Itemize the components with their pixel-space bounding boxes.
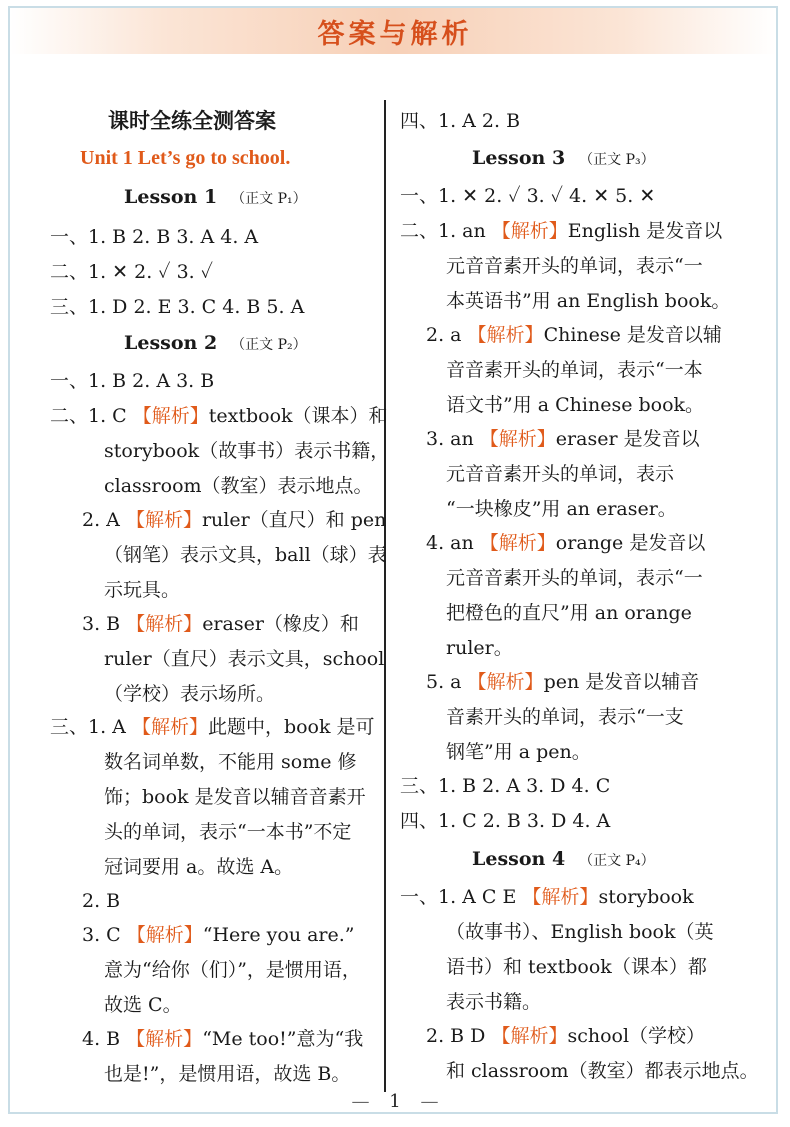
analysis-tag: 【解析】 — [467, 324, 544, 346]
lesson-4-heading — [472, 846, 655, 874]
answer-number: 三、1. A — [50, 716, 132, 738]
column-divider — [384, 100, 386, 1092]
analysis-text: eraser（橡皮）和 — [202, 613, 359, 635]
analysis-tag: 【解析】 — [479, 532, 556, 554]
answer-number: 二、1. C — [50, 405, 133, 427]
analysis-text: pen 是发音以辅音 — [543, 671, 700, 693]
answer-line: （学校）表示场所。 — [104, 683, 276, 705]
answer-number: 2. B D — [426, 1025, 492, 1047]
analysis-tag: 【解析】 — [132, 405, 209, 427]
analysis-text: textbook（课本）和 — [208, 405, 388, 427]
answer-line: ruler。 — [446, 637, 513, 659]
analysis-text: eraser 是发音以 — [555, 428, 700, 450]
answer-number: 5. a — [426, 671, 468, 693]
answer-number: 二、1. an — [400, 220, 492, 242]
analysis-text: “Here you are.” — [202, 924, 355, 946]
analysis-text: orange 是发音以 — [555, 532, 706, 554]
analysis-text: “Me too!”意为“我 — [202, 1028, 364, 1050]
answer-line — [426, 1023, 705, 1049]
analysis-text: English 是发音以 — [567, 220, 723, 242]
answer-line: 四、1. C 2. B 3. D 4. A — [400, 810, 611, 832]
answer-line: 冠词要用 a。故选 A。 — [104, 856, 294, 878]
analysis-text: storybook — [598, 886, 694, 908]
answer-line: 2. B — [82, 890, 121, 912]
answer-line: 示玩具。 — [104, 579, 181, 601]
answer-line — [50, 714, 375, 740]
answer-number: 2. A — [82, 509, 126, 531]
answer-line: （钢笔）表示文具，ball（球）表 — [104, 544, 387, 566]
lesson-3-title: Lesson 3 — [472, 147, 566, 169]
answer-line: ruler（直尺）表示文具，school — [104, 648, 385, 670]
answer-number: 一、1. A C E — [400, 886, 523, 908]
answer-line: 语书）和 textbook（课本）都 — [446, 956, 707, 978]
answer-line: 三、1. D 2. E 3. C 4. B 5. A — [50, 296, 305, 318]
analysis-tag: 【解析】 — [491, 1025, 568, 1047]
answer-line: 头的单词，表示“一本书”不定 — [104, 821, 352, 843]
answer-line: 一、1. ✕ 2. ✓ 3. ✓ 4. ✕ 5. ✕ — [400, 185, 656, 207]
answer-line — [82, 611, 359, 637]
answer-line: 音音素开头的单词，表示“一本 — [446, 359, 703, 381]
answer-line: 本英语书”用 an English book。 — [446, 290, 731, 312]
analysis-tag: 【解析】 — [131, 716, 208, 738]
answer-line — [400, 884, 694, 910]
lesson-1-title: Lesson 1 — [124, 186, 218, 208]
analysis-text: ruler（直尺）和 pen — [201, 509, 387, 531]
answer-line: 二、1. ✕ 2. ✓ 3. ✓ — [50, 261, 214, 283]
analysis-tag: 【解析】 — [467, 671, 544, 693]
analysis-text: Chinese 是发音以辅 — [543, 324, 722, 346]
lesson-1-ref: （正文 P₁） — [231, 191, 307, 207]
answer-line — [82, 1026, 363, 1052]
answer-line — [426, 530, 705, 556]
answer-line: 语文书”用 a Chinese book。 — [446, 394, 705, 416]
answer-number: 4. an — [426, 532, 480, 554]
analysis-tag: 【解析】 — [522, 886, 599, 908]
lesson-1-heading — [124, 184, 307, 212]
answer-line — [50, 403, 388, 429]
answer-line: 也是!”，是惯用语，故选 B。 — [104, 1063, 351, 1085]
lesson-4-ref: （正文 P₄） — [579, 853, 655, 869]
answer-line — [82, 922, 355, 948]
answer-line: “一块橡皮”用 an eraser。 — [446, 498, 677, 520]
answer-line: storybook（故事书）表示书籍， — [104, 440, 390, 462]
footer-dash-right: — — [420, 1091, 439, 1112]
page-number: 1 — [389, 1091, 401, 1112]
answer-line: 数名词单数，不能用 some 修 — [104, 751, 357, 773]
lesson-2-heading — [124, 330, 307, 358]
unit-title: Unit 1 Let’s go to school. — [80, 147, 291, 169]
lesson-2-ref: （正文 P₂） — [231, 337, 307, 353]
answer-line: 意为“给你（们）”，是惯用语， — [104, 959, 361, 981]
answer-line: 元音音素开头的单词，表示 — [446, 463, 675, 485]
answer-line: 一、1. B 2. A 3. B — [50, 370, 215, 392]
answer-line: 表示书籍。 — [446, 991, 542, 1013]
answer-number: 3. an — [426, 428, 480, 450]
answer-line: 钢笔”用 a pen。 — [446, 741, 591, 763]
analysis-tag: 【解析】 — [126, 613, 203, 635]
analysis-text: 此题中，book 是可 — [207, 716, 375, 738]
analysis-tag: 【解析】 — [126, 924, 203, 946]
answer-line: 三、1. B 2. A 3. D 4. C — [400, 775, 611, 797]
lesson-3-ref: （正文 P₃） — [579, 152, 655, 168]
answer-line: 元音音素开头的单词，表示“一 — [446, 567, 703, 589]
answer-number: 2. a — [426, 324, 468, 346]
answer-line: 饰；book 是发音以辅音音素开 — [104, 786, 366, 808]
section-title: 课时全练全测答案 — [108, 108, 276, 133]
answer-line — [426, 426, 700, 452]
answer-line — [400, 218, 722, 244]
lesson-3-heading — [472, 145, 655, 173]
answer-line: 音素开头的单词，表示“一支 — [446, 706, 684, 728]
answer-line: 把橙色的直尺”用 an orange — [446, 602, 692, 624]
lesson-2-title: Lesson 2 — [124, 332, 218, 354]
answer-number: 3. C — [82, 924, 127, 946]
answer-line — [426, 322, 722, 348]
answer-number: 3. B — [82, 613, 127, 635]
answer-line: 四、1. A 2. B — [400, 110, 521, 132]
footer-dash-left: — — [351, 1091, 370, 1112]
analysis-tag: 【解析】 — [125, 509, 202, 531]
analysis-tag: 【解析】 — [479, 428, 556, 450]
analysis-text: school（学校） — [567, 1025, 706, 1047]
answer-line: 元音音素开头的单词，表示“一 — [446, 255, 703, 277]
analysis-tag: 【解析】 — [126, 1028, 203, 1050]
page-number-footer — [0, 1091, 790, 1112]
lesson-4-title: Lesson 4 — [472, 848, 566, 870]
header-title: 答案与解析 — [317, 19, 473, 50]
answer-line: （故事书）、English book（英 — [446, 921, 714, 943]
answer-line: classroom（教室）表示地点。 — [104, 475, 373, 497]
answer-line: 故选 C。 — [104, 994, 182, 1016]
answer-line: 一、1. B 2. B 3. A 4. A — [50, 226, 259, 248]
answer-line: 和 classroom（教室）都表示地点。 — [446, 1060, 759, 1082]
answer-line — [82, 507, 386, 533]
answer-number: 4. B — [82, 1028, 127, 1050]
analysis-tag: 【解析】 — [491, 220, 568, 242]
answer-line — [426, 669, 699, 695]
